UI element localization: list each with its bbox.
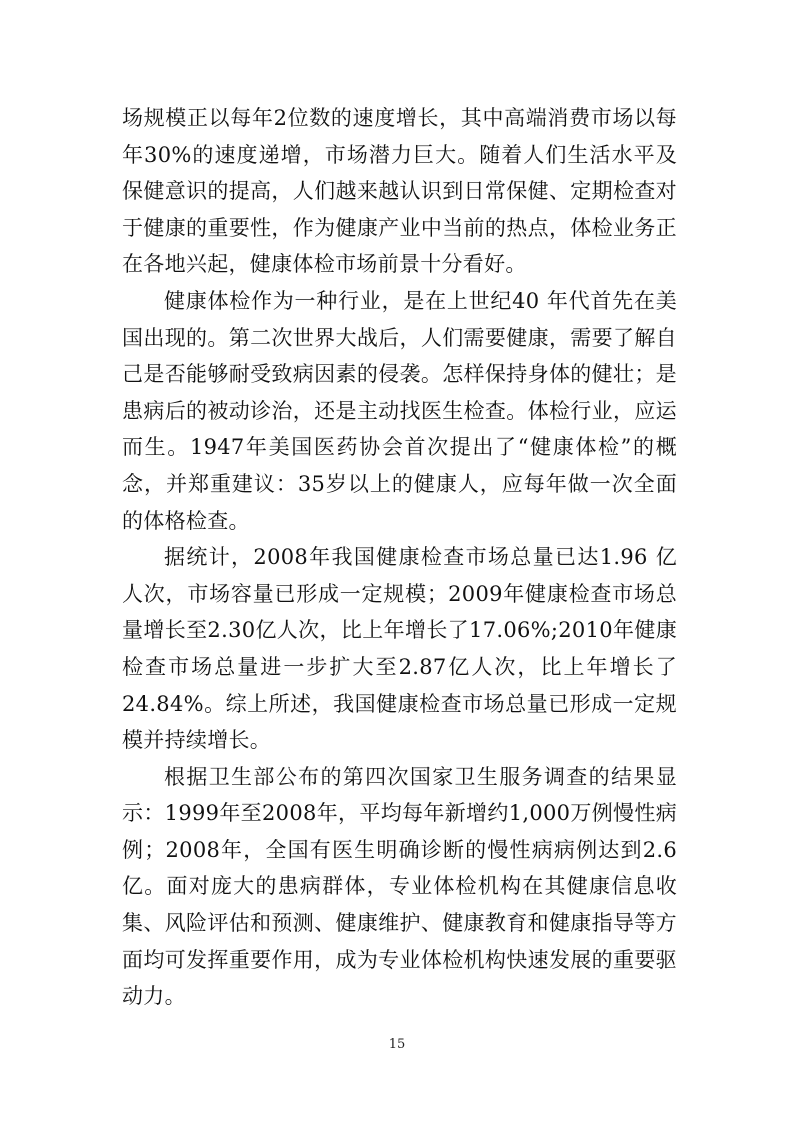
body-text [122,100,677,1015]
page-number: 15 [388,1037,406,1052]
paragraph-market-statistics: 据统计，2008年我国健康检查市场总量已达1.96 亿人次，市场容量已形成一定规模；2009年健康检查市场总量增长至2.30亿人次，比上年增长了17.06%;2010年健康检查市场总量进一步扩大至2.87亿人次，比上年增长了24.84%。综上所述，我国健康检查市场总量已形成一定规模并持续增长。 [122,545,677,753]
paragraph-market-scale: 场规模正以每年2位数的速度增长，其中高端消费市场以每年30%的速度递增，市场潜力巨大。随着人们生活水平及保健意识的提高，人们越来越认识到日常保健、定期检查对于健康的重要性，作为健康产业中当前的热点，体检业务正在各地兴起，健康体检市场前景十分看好。 [122,106,677,277]
paragraph-chronic-disease: 根据卫生部公布的第四次国家卫生服务调查的结果显示：1999年至2008年，平均每年新增约1,000万例慢性病例；2008年，全国有医生明确诊断的慢性病病例达到2.6亿。面对庞大的患病群体，专业体检机构在其健康信息收集、风险评估和预测、健康维护、健康教育和健康指导等方面均可发挥重要作用，成为专业体检机构快速发展的重要驱动力。 [122,764,677,1009]
paragraph-industry-history: 健康体检作为一种行业，是在上世纪40 年代首先在美国出现的。第二次世界大战后，人们需要健康，需要了解自己是否能够耐受致病因素的侵袭。怎样保持身体的健壮；是患病后的被动诊治，还是主动找医生检查。体检行业，应运而生。1947年美国医药协会首次提出了“健康体检”的概念，并郑重建议：35岁以上的健康人，应每年做一次全面的体格检查。 [122,288,677,533]
